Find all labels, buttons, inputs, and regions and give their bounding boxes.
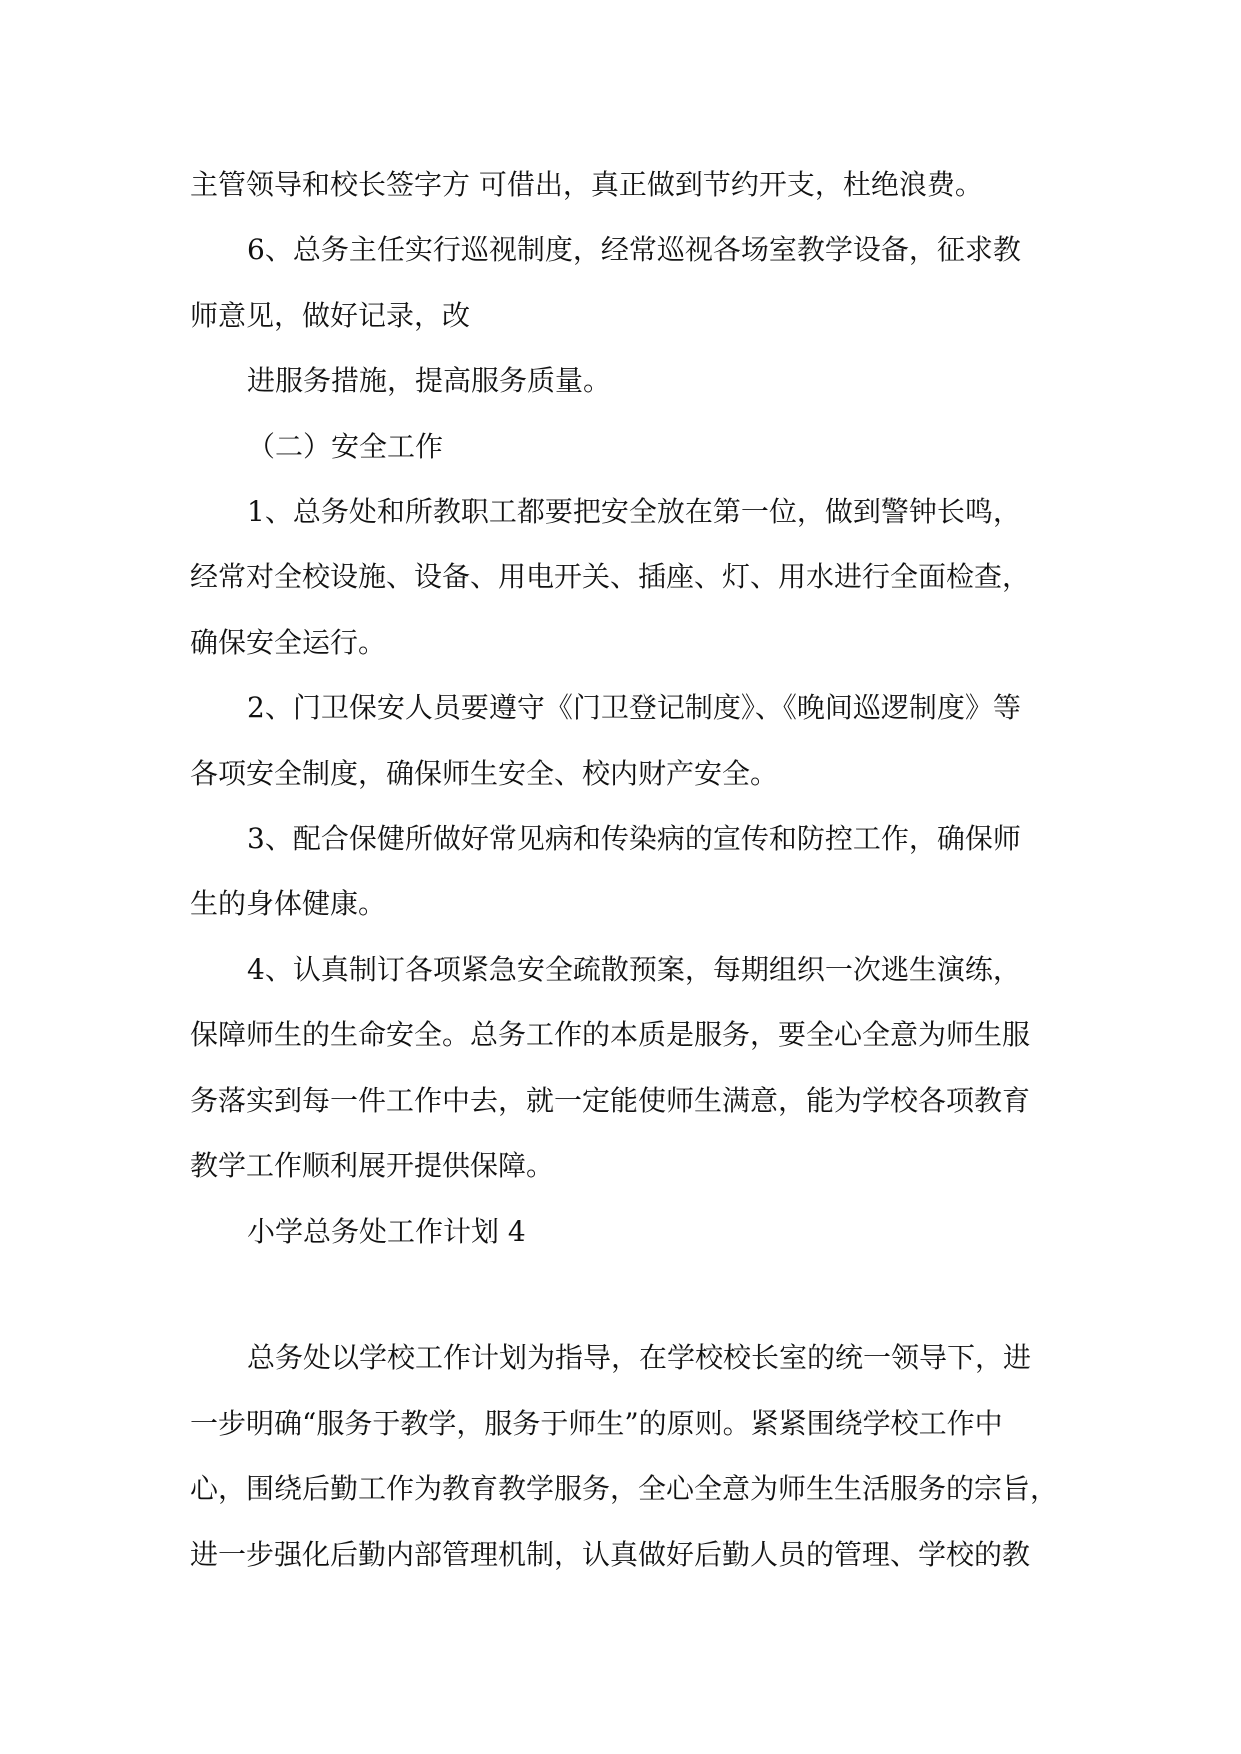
text-line-7: 经常对全校设施、设备、用电开关、插座、灯、用水进行全面检查， xyxy=(190,560,1031,593)
text-line-20: 心，围绕后勤工作为教育教学服务，全心全意为师生生活服务的宗旨， xyxy=(190,1472,1059,1505)
text-line-2: 6、总务主任实行巡视制度，经常巡视各场室教学设备，征求教 xyxy=(247,233,1021,266)
text-line-9: 2、门卫保安人员要遵守《门卫登记制度》、《晚间巡逻制度》等 xyxy=(247,691,1021,724)
text-line-3: 师意见，做好记录，改 xyxy=(190,299,471,332)
text-line-8: 确保安全运行。 xyxy=(190,626,387,659)
text-line-12: 生的身体健康。 xyxy=(190,887,387,920)
text-line-10: 各项安全制度，确保师生安全、校内财产安全。 xyxy=(190,757,779,790)
text-line-19: 一步明确“服务于教学，服务于师生”的原则。紧紧围绕学校工作中 xyxy=(190,1407,1003,1440)
text-line-6: 1、总务处和所教职工都要把安全放在第一位，做到警钟长鸣， xyxy=(247,495,1021,528)
text-line-21: 进一步强化后勤内部管理机制，认真做好后勤人员的管理、学校的教 xyxy=(190,1538,1031,1571)
text-line-18: 总务处以学校工作计划为指导，在学校校长室的统一领导下，进 xyxy=(247,1341,1032,1374)
text-line-13: 4、认真制订各项紧急安全疏散预案，每期组织一次逃生演练， xyxy=(247,953,1021,986)
text-line-14: 保障师生的生命安全。总务工作的本质是服务，要全心全意为师生服 xyxy=(190,1018,1031,1051)
section-title-plan-4: 小学总务处工作计划 4 xyxy=(247,1215,526,1248)
text-line-11: 3、配合保健所做好常见病和传染病的宣传和防控工作，确保师 xyxy=(247,822,1021,855)
section-heading-safety: （二）安全工作 xyxy=(247,430,444,463)
text-line-1: 主管领导和校长签字方 可借出，真正做到节约开支，杜绝浪费。 xyxy=(190,168,983,201)
text-line-16: 教学工作顺利展开提供保障。 xyxy=(190,1149,555,1182)
text-line-4: 进服务措施，提高服务质量。 xyxy=(247,364,612,397)
text-line-15: 务落实到每一件工作中去，就一定能使师生满意，能为学校各项教育 xyxy=(190,1084,1031,1117)
